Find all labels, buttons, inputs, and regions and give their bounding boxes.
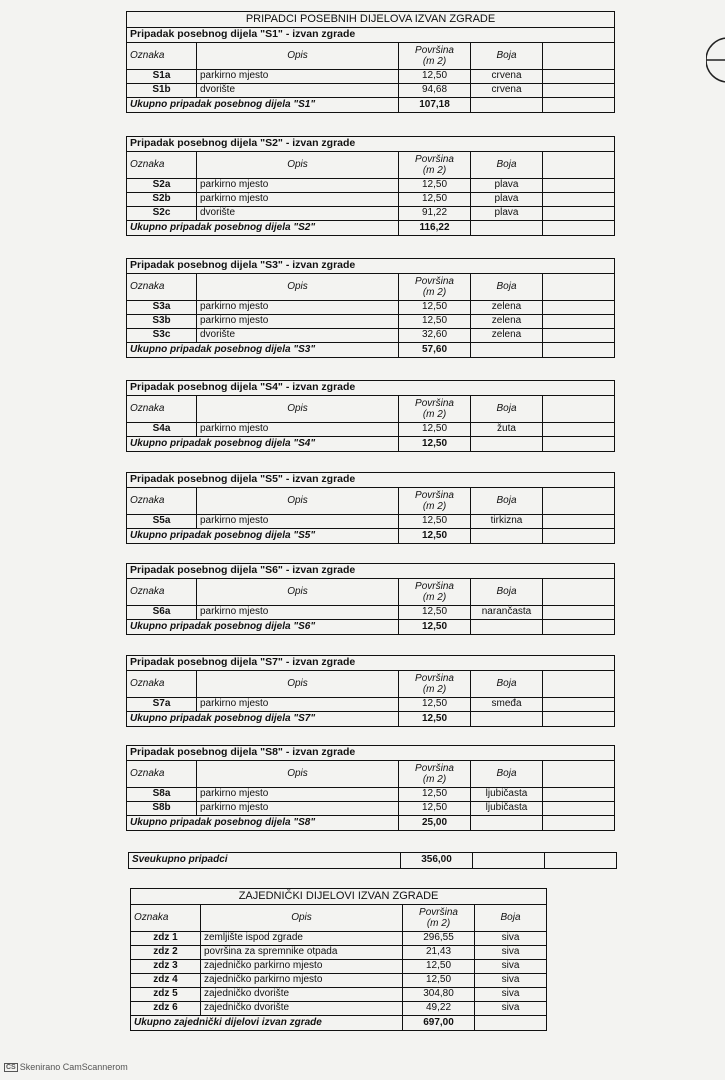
- header-opis: Opis: [201, 905, 403, 932]
- total-row: [127, 529, 615, 544]
- header-boja: Boja: [471, 274, 543, 301]
- cell-boja: narančasta: [471, 606, 543, 620]
- total-value: 12,50: [399, 620, 471, 635]
- empty-cell: [471, 343, 543, 358]
- cell-opis: zajedničko parkirno mjesto: [201, 960, 403, 974]
- cell-opis: parkirno mjesto: [197, 179, 399, 193]
- total-label: Ukupno pripadak posebnog dijela "S4": [127, 437, 399, 452]
- total-value: 57,60: [399, 343, 471, 358]
- cell-oznaka: zdz 5: [131, 988, 201, 1002]
- empty-cell: [543, 761, 615, 788]
- empty-cell: [471, 529, 543, 544]
- empty-cell: [543, 488, 615, 515]
- cell-boja: plava: [471, 179, 543, 193]
- cell-boja: siva: [475, 1002, 547, 1016]
- cell-opis: dvorište: [197, 329, 399, 343]
- cell-oznaka: S3a: [127, 301, 197, 315]
- section-s3-table: [126, 258, 615, 358]
- cell-povrsina: 12,50: [403, 974, 475, 988]
- table-row: [131, 960, 547, 974]
- header-povrsina: Površina (m 2): [399, 396, 471, 423]
- cell-opis: parkirno mjesto: [197, 606, 399, 620]
- table-row: [127, 329, 615, 343]
- cell-oznaka: S5a: [127, 515, 197, 529]
- empty-cell: [543, 423, 615, 437]
- empty-cell: [543, 802, 615, 816]
- empty-cell: [471, 98, 543, 113]
- header-oznaka: Oznaka: [127, 579, 197, 606]
- table-row: [127, 315, 615, 329]
- cell-opis: parkirno mjesto: [197, 70, 399, 84]
- cell-povrsina: 32,60: [399, 329, 471, 343]
- cell-opis: zajedničko dvorište: [201, 1002, 403, 1016]
- section-title: Pripadak posebnog dijela "S8" - izvan zgrade: [127, 746, 615, 761]
- empty-cell: [471, 221, 543, 236]
- total-label: Ukupno pripadak posebnog dijela "S8": [127, 816, 399, 831]
- cell-boja: žuta: [471, 423, 543, 437]
- header-povrsina: Površina (m 2): [399, 43, 471, 70]
- header-opis: Opis: [197, 152, 399, 179]
- total-value: 25,00: [399, 816, 471, 831]
- cell-povrsina: 12,50: [399, 315, 471, 329]
- empty-cell: [543, 84, 615, 98]
- cell-opis: parkirno mjesto: [197, 788, 399, 802]
- empty-cell: [543, 221, 615, 236]
- empty-cell: [543, 329, 615, 343]
- cell-oznaka: S1b: [127, 84, 197, 98]
- cell-oznaka: S3c: [127, 329, 197, 343]
- total-row: [127, 816, 615, 831]
- total-value: 12,50: [399, 712, 471, 727]
- header-opis: Opis: [197, 579, 399, 606]
- header-opis: Opis: [197, 274, 399, 301]
- total-label: Ukupno pripadak posebnog dijela "S7": [127, 712, 399, 727]
- section-title: Pripadak posebnog dijela "S3" - izvan zgrade: [127, 259, 615, 274]
- cell-oznaka: S8a: [127, 788, 197, 802]
- cell-opis: parkirno mjesto: [197, 515, 399, 529]
- cell-oznaka: zdz 4: [131, 974, 201, 988]
- cell-oznaka: S3b: [127, 315, 197, 329]
- cell-oznaka: S6a: [127, 606, 197, 620]
- cell-povrsina: 12,50: [399, 788, 471, 802]
- header-boja: Boja: [475, 905, 547, 932]
- cell-boja: siva: [475, 988, 547, 1002]
- section-title: Pripadak posebnog dijela "S6" - izvan zgrade: [127, 564, 615, 579]
- cell-oznaka: zdz 2: [131, 946, 201, 960]
- cell-oznaka: zdz 6: [131, 1002, 201, 1016]
- cell-povrsina: 12,50: [399, 515, 471, 529]
- table-row: [127, 84, 615, 98]
- header-opis: Opis: [197, 488, 399, 515]
- section-s4-table: [126, 380, 615, 452]
- empty-cell: [543, 207, 615, 221]
- cell-povrsina: 12,50: [399, 802, 471, 816]
- empty-cell: [543, 712, 615, 727]
- cell-povrsina: 12,50: [399, 423, 471, 437]
- table-row: [131, 946, 547, 960]
- cell-opis: parkirno mjesto: [197, 301, 399, 315]
- cell-povrsina: 12,50: [399, 193, 471, 207]
- total-row: [131, 1016, 547, 1031]
- empty-cell: [543, 515, 615, 529]
- table-row: [131, 1002, 547, 1016]
- common-parts-table: [130, 888, 547, 1031]
- empty-cell: [543, 152, 615, 179]
- header-opis: Opis: [197, 396, 399, 423]
- cell-opis: zajedničko parkirno mjesto: [201, 974, 403, 988]
- footer-text: Skenirano CamScannerom: [19, 1062, 128, 1072]
- cell-opis: dvorište: [197, 84, 399, 98]
- cell-povrsina: 12,50: [399, 301, 471, 315]
- empty-cell: [543, 816, 615, 831]
- cell-povrsina: 91,22: [399, 207, 471, 221]
- cell-povrsina: 304,80: [403, 988, 475, 1002]
- cell-oznaka: S8b: [127, 802, 197, 816]
- header-oznaka: Oznaka: [127, 396, 197, 423]
- total-label: Ukupno zajednički dijelovi izvan zgrade: [131, 1016, 403, 1031]
- header-oznaka: Oznaka: [127, 152, 197, 179]
- header-boja: Boja: [471, 579, 543, 606]
- total-label: Ukupno pripadak posebnog dijela "S1": [127, 98, 399, 113]
- empty-cell: [543, 437, 615, 452]
- table-row: [131, 988, 547, 1002]
- header-povrsina: Površina (m 2): [399, 274, 471, 301]
- cell-opis: parkirno mjesto: [197, 698, 399, 712]
- cell-boja: tirkizna: [471, 515, 543, 529]
- cell-povrsina: 12,50: [399, 179, 471, 193]
- header-oznaka: Oznaka: [127, 43, 197, 70]
- total-value: 12,50: [399, 437, 471, 452]
- header-povrsina: Površina (m 2): [399, 671, 471, 698]
- cell-boja: zelena: [471, 329, 543, 343]
- scanner-footer: [4, 1062, 128, 1072]
- header-povrsina: Površina (m 2): [399, 579, 471, 606]
- cell-boja: plava: [471, 193, 543, 207]
- empty-cell: [543, 606, 615, 620]
- empty-cell: [543, 396, 615, 423]
- table-row: [127, 179, 615, 193]
- table-row: [127, 70, 615, 84]
- header-povrsina: Površina (m 2): [403, 905, 475, 932]
- total-label: Ukupno pripadak posebnog dijela "S2": [127, 221, 399, 236]
- header-boja: Boja: [471, 396, 543, 423]
- cell-oznaka: S1a: [127, 70, 197, 84]
- cell-oznaka: S2a: [127, 179, 197, 193]
- empty-cell: [543, 788, 615, 802]
- cell-opis: površina za spremnike otpada: [201, 946, 403, 960]
- cell-boja: siva: [475, 974, 547, 988]
- total-label: Ukupno pripadak posebnog dijela "S5": [127, 529, 399, 544]
- cell-opis: dvorište: [197, 207, 399, 221]
- total-row: [127, 712, 615, 727]
- header-povrsina: Površina (m 2): [399, 761, 471, 788]
- section-title: Pripadak posebnog dijela "S5" - izvan zgrade: [127, 473, 615, 488]
- empty-cell: [471, 437, 543, 452]
- cell-oznaka: S7a: [127, 698, 197, 712]
- empty-cell: [473, 853, 545, 869]
- empty-cell: [543, 301, 615, 315]
- header-opis: Opis: [197, 43, 399, 70]
- empty-cell: [543, 620, 615, 635]
- total-row: [127, 98, 615, 113]
- cell-povrsina: 12,50: [399, 606, 471, 620]
- cell-opis: parkirno mjesto: [197, 423, 399, 437]
- section-s6-table: [126, 563, 615, 635]
- empty-cell: [543, 179, 615, 193]
- header-boja: Boja: [471, 43, 543, 70]
- grand-total-label: Sveukupno pripadci: [129, 853, 401, 869]
- header-opis: Opis: [197, 761, 399, 788]
- total-value: 12,50: [399, 529, 471, 544]
- section-s7-table: [126, 655, 615, 727]
- cell-boja: zelena: [471, 315, 543, 329]
- section-s5-table: [126, 472, 615, 544]
- cell-boja: siva: [475, 960, 547, 974]
- header-boja: Boja: [471, 152, 543, 179]
- table-row: [131, 932, 547, 946]
- cell-opis: zajedničko dvorište: [201, 988, 403, 1002]
- cell-povrsina: 49,22: [403, 1002, 475, 1016]
- cell-boja: siva: [475, 946, 547, 960]
- header-boja: Boja: [471, 488, 543, 515]
- section-title: Pripadak posebnog dijela "S4" - izvan zgrade: [127, 381, 615, 396]
- empty-cell: [475, 1016, 547, 1031]
- header-oznaka: Oznaka: [127, 761, 197, 788]
- grand-total-table: [128, 852, 617, 869]
- table-row: [131, 974, 547, 988]
- cell-povrsina: 12,50: [399, 698, 471, 712]
- cell-boja: ljubičasta: [471, 788, 543, 802]
- table-row: [127, 802, 615, 816]
- cell-boja: smeđa: [471, 698, 543, 712]
- cell-oznaka: zdz 3: [131, 960, 201, 974]
- total-row: [127, 343, 615, 358]
- section-s8-table: [126, 745, 615, 831]
- circle-mark-icon: [706, 30, 725, 90]
- total-value: 697,00: [403, 1016, 475, 1031]
- table-row: [127, 515, 615, 529]
- cell-opis: zemljište ispod zgrade: [201, 932, 403, 946]
- empty-cell: [543, 698, 615, 712]
- empty-cell: [543, 671, 615, 698]
- header-boja: Boja: [471, 671, 543, 698]
- camscanner-logo-icon: CS: [6, 1064, 16, 1072]
- empty-cell: [543, 98, 615, 113]
- cell-boja: ljubičasta: [471, 802, 543, 816]
- header-oznaka: Oznaka: [131, 905, 201, 932]
- cell-oznaka: S2b: [127, 193, 197, 207]
- cell-oznaka: S2c: [127, 207, 197, 221]
- total-row: [127, 221, 615, 236]
- cell-oznaka: S4a: [127, 423, 197, 437]
- header-boja: Boja: [471, 761, 543, 788]
- table-row: [127, 301, 615, 315]
- empty-cell: [543, 70, 615, 84]
- empty-cell: [543, 43, 615, 70]
- cell-boja: crvena: [471, 70, 543, 84]
- cell-povrsina: 21,43: [403, 946, 475, 960]
- header-oznaka: Oznaka: [127, 274, 197, 301]
- total-value: 107,18: [399, 98, 471, 113]
- total-label: Ukupno pripadak posebnog dijela "S3": [127, 343, 399, 358]
- empty-cell: [543, 315, 615, 329]
- total-row: [127, 620, 615, 635]
- empty-cell: [543, 343, 615, 358]
- header-povrsina: Površina (m 2): [399, 488, 471, 515]
- main-title: PRIPADCI POSEBNIH DIJELOVA IZVAN ZGRADE: [127, 12, 615, 28]
- empty-cell: [545, 853, 617, 869]
- header-oznaka: Oznaka: [127, 671, 197, 698]
- empty-cell: [471, 620, 543, 635]
- empty-cell: [543, 529, 615, 544]
- header-opis: Opis: [197, 671, 399, 698]
- empty-cell: [543, 193, 615, 207]
- table-row: [127, 207, 615, 221]
- section-title: Pripadak posebnog dijela "S1" - izvan zgrade: [127, 28, 615, 43]
- grand-total-value: 356,00: [401, 853, 473, 869]
- total-label: Ukupno pripadak posebnog dijela "S6": [127, 620, 399, 635]
- cell-boja: zelena: [471, 301, 543, 315]
- cell-boja: plava: [471, 207, 543, 221]
- header-oznaka: Oznaka: [127, 488, 197, 515]
- cell-oznaka: zdz 1: [131, 932, 201, 946]
- section-title: Pripadak posebnog dijela "S7" - izvan zgrade: [127, 656, 615, 671]
- cell-povrsina: 12,50: [403, 960, 475, 974]
- cell-opis: parkirno mjesto: [197, 315, 399, 329]
- table-row: [127, 423, 615, 437]
- total-row: [127, 437, 615, 452]
- table-row: [127, 788, 615, 802]
- section-s1-table: [126, 11, 615, 113]
- common-parts-title: ZAJEDNIČKI DIJELOVI IZVAN ZGRADE: [131, 889, 547, 905]
- table-row: [127, 698, 615, 712]
- empty-cell: [543, 579, 615, 606]
- table-row: [127, 606, 615, 620]
- total-value: 116,22: [399, 221, 471, 236]
- empty-cell: [471, 816, 543, 831]
- cell-povrsina: 12,50: [399, 70, 471, 84]
- cell-povrsina: 94,68: [399, 84, 471, 98]
- empty-cell: [543, 274, 615, 301]
- section-title: Pripadak posebnog dijela "S2" - izvan zgrade: [127, 137, 615, 152]
- cell-opis: parkirno mjesto: [197, 193, 399, 207]
- table-row: [127, 193, 615, 207]
- header-povrsina: Površina (m 2): [399, 152, 471, 179]
- empty-cell: [471, 712, 543, 727]
- section-s2-table: [126, 136, 615, 236]
- cell-opis: parkirno mjesto: [197, 802, 399, 816]
- cell-boja: siva: [475, 932, 547, 946]
- cell-povrsina: 296,55: [403, 932, 475, 946]
- cell-boja: crvena: [471, 84, 543, 98]
